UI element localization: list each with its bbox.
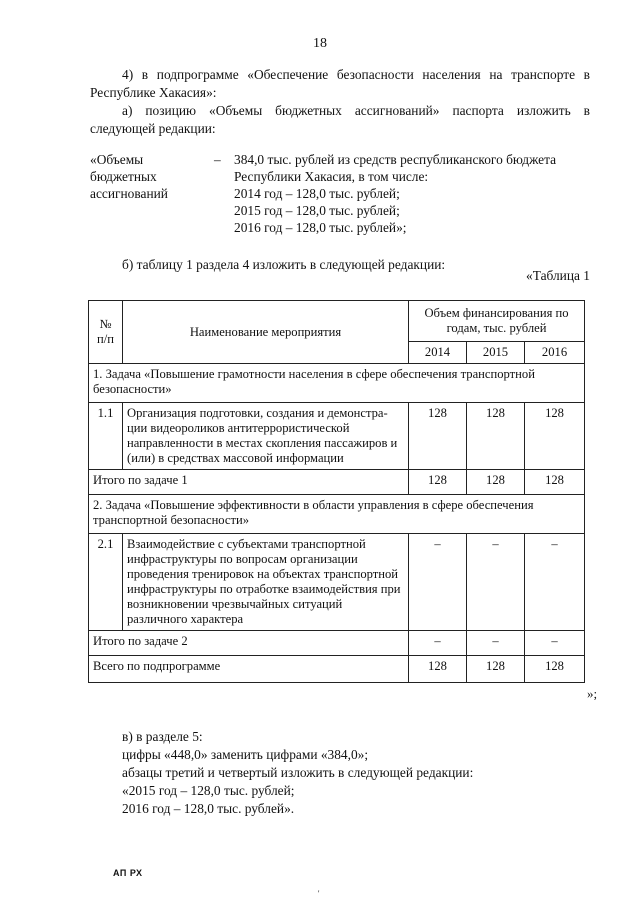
item-v-line5: 2016 год – 128,0 тыс. рублей». [122,801,295,816]
task-row [89,495,585,534]
table-caption: «Таблица 1 [526,268,590,283]
financing-table [88,300,585,683]
header-year: 2014 [409,342,467,364]
subtotal-value: 128 [467,470,525,495]
table-row [89,534,585,631]
row-num: 1.1 [89,403,123,470]
page-number: 18 [313,36,327,51]
grand-total-value: 128 [467,656,525,683]
row-value: 128 [467,403,525,470]
item-b: б) таблицу 1 раздела 4 изложить в следующей редакции: [122,257,446,272]
header-name: Наименование мероприятия [123,301,409,364]
header-num: № п/п [89,301,123,364]
row-value: 128 [525,403,585,470]
subtotal-value: – [467,631,525,656]
passport-dash: – [214,152,221,167]
subtotal-row [89,631,585,656]
subtotal-value: 128 [409,470,467,495]
task2-title: 2. Задача «Повышение эффективности в области управления в сфере обеспечения транспортной безопасности» [89,495,585,534]
grand-total-value: 128 [525,656,585,683]
item4-line2: Республике Хакасия»: [90,85,217,100]
footer-code: АП РХ [113,868,143,878]
header-year: 2015 [467,342,525,364]
item4a-line1: а) позицию «Объемы бюджетных ассигнований» паспорта изложить в [122,103,590,118]
passport-label: «Объемы бюджетных ассигнований [90,152,168,201]
row-num: 2.1 [89,534,123,631]
table-closing-quote: »; [587,686,598,701]
row-value: – [467,534,525,631]
grand-total-value: 128 [409,656,467,683]
grand-total-label: Всего по подпрограмме [89,656,409,683]
item-v-line2: цифры «448,0» заменить цифрами «384,0»; [122,747,369,762]
subtotal-label: Итого по задаче 1 [89,470,409,495]
passport-value: 384,0 тыс. рублей из средств республиканского бюджета Республики Хакасия, в том числе: 2014 год – 128,0 тыс. рублей; 2015 год – 128,0 тыс. рублей; 2016 год – 128,0 тыс. рублей»; [234,152,557,235]
header-year: 2016 [525,342,585,364]
item-v-line1: в) в разделе 5: [122,729,203,744]
item4-line1: 4) в подпрограмме «Обеспечение безопасности населения на транспорте в [122,67,590,82]
row-value: – [525,534,585,631]
row-value: – [409,534,467,631]
header-financing: Объем финансирования по годам, тыс. рублей [409,301,585,342]
grand-total-row [89,656,585,683]
subtotal-value: – [525,631,585,656]
row-value: 128 [409,403,467,470]
task1-title: 1. Задача «Повышение грамотности населения в сфере обеспечения транспортной безопасности» [89,364,585,403]
item4a-line2: следующей редакции: [90,121,216,136]
subtotal-row [89,470,585,495]
table-header-row [89,301,585,342]
item-v-line4: «2015 год – 128,0 тыс. рублей; [122,783,295,798]
task-row [89,364,585,403]
subtotal-value: – [409,631,467,656]
subtotal-label: Итого по задаче 2 [89,631,409,656]
table-row [89,403,585,470]
bottom-mark: ' [318,889,320,898]
row-name: Взаимодействие с субъектами транспортной инфраструктуры по вопросам организации проведения тренировок на объектах транспортной инфраструктуры по отработке взаимодействия при возникновении чрезвычайных ситуаций различного характера [123,534,409,631]
item-v-line3: абзацы третий и четвертый изложить в следующей редакции: [122,765,474,780]
row-name: Организация подготовки, создания и демонстра-ции видеороликов антитеррористической направленности в местах скопления пассажиров и (или) в средствах массовой информации [123,403,409,470]
subtotal-value: 128 [525,470,585,495]
